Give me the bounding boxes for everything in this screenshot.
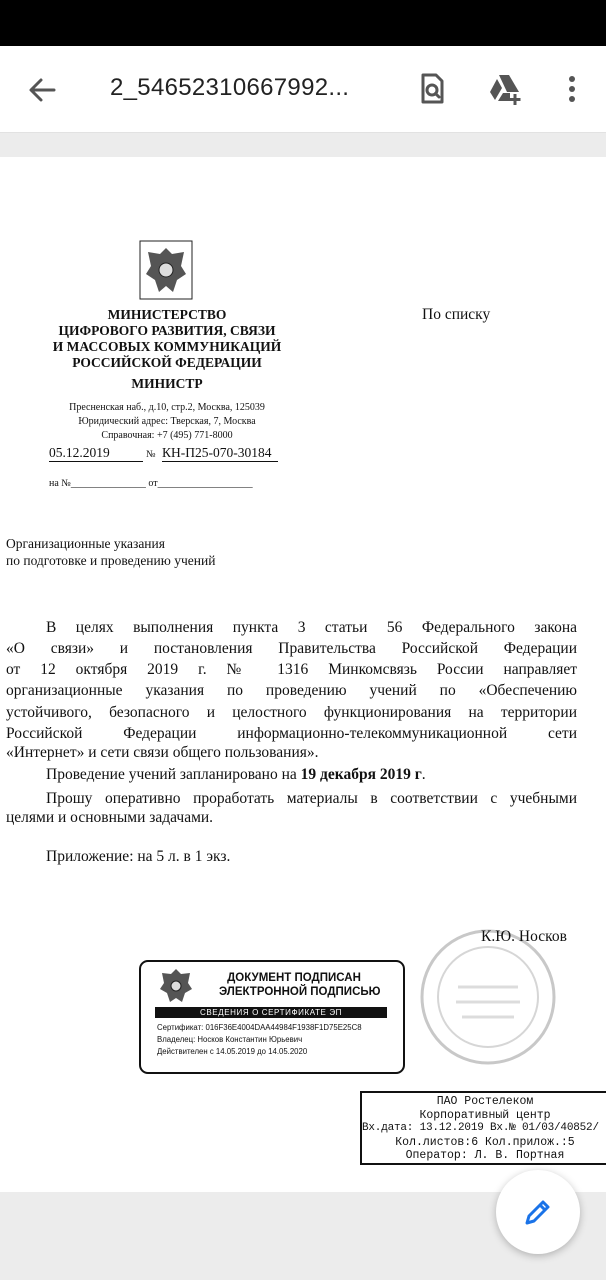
text-line: устойчивого, безопасного и целостного функционирования на территории [6, 704, 577, 721]
stamp-line: Вх.дата: 13.12.2019 Вх.№ 01/03/40852/ [362, 1122, 599, 1134]
attachment-note: Приложение: на 5 л. в 1 экз. [46, 848, 231, 865]
file-title: 2_54652310667992... [110, 74, 350, 101]
address-block [48, 401, 286, 443]
electronic-signature-box [139, 960, 405, 1074]
subject-line: по подготовке и проведению учений [6, 553, 216, 568]
signatory-name: К.Ю. Носков [481, 928, 567, 945]
stamp-line: Кол.листов:6 Кол.прилож.:5 [395, 1135, 575, 1149]
certificate-line: Сертификат: 016F36E4004DAA44984F1938F1D75E25C8 [157, 1023, 362, 1032]
viewer-background [0, 133, 606, 157]
back-arrow-icon[interactable] [26, 74, 58, 106]
stamp-line: ПАО Ростелеком [436, 1095, 534, 1108]
stamp-line: Оператор: Л. В. Портная [405, 1149, 565, 1162]
text-span: . [421, 766, 426, 783]
paragraph-2 [46, 766, 426, 784]
recipient: По списку [422, 306, 491, 323]
registration-stamp [360, 1091, 606, 1165]
signature-title-line: ЭЛЕКТРОННОЙ ПОДПИСЬЮ [219, 986, 381, 998]
subject-line: Организационные указания [6, 536, 165, 551]
add-to-drive-icon[interactable] [488, 72, 522, 106]
text-line: Прошу оперативно проработать материалы в соответствии с учебными [46, 790, 577, 807]
certificate-details [157, 1022, 362, 1058]
coat-of-arms-icon [157, 966, 195, 1006]
owner-line: Владелец: Носков Константин Юрьевич [157, 1035, 303, 1044]
text-line: «Интернет» и сети связи общего пользования». [6, 744, 319, 761]
ministry-line: ЦИФРОВОГО РАЗВИТИЯ, СВЯЗИ [58, 323, 276, 338]
text-line: целями и основными задачами. [6, 809, 214, 826]
document-number: КН-П25-070-30184 [162, 445, 278, 462]
text-line: от 12 октября 2019 г. № 1316 Минкомсвязь России направляет [6, 661, 577, 678]
pencil-icon [522, 1196, 554, 1228]
edit-button[interactable] [496, 1170, 580, 1254]
legal-address-line: Юридический адрес: Тверская, 7, Москва [78, 416, 256, 427]
text-line: Российской Федерации информационно-телекоммуникационной сети [6, 725, 577, 742]
exercise-date: 19 декабря 2019 г [300, 766, 422, 783]
seal-stamp-icon [418, 927, 558, 1067]
document-page [0, 157, 606, 1192]
app-bar [0, 46, 606, 133]
validity-line: Действителен с 14.05.2019 до 14.05.2020 [157, 1047, 308, 1056]
more-options-icon[interactable] [555, 72, 589, 106]
address-line: Пресненская наб., д.10, стр.2, Москва, 125039 [69, 402, 265, 413]
text-span: Проведение учений запланировано на [46, 766, 301, 783]
ministry-line: РОССИЙСКОЙ ФЕДЕРАЦИИ [72, 355, 262, 370]
signature-title [219, 971, 381, 999]
ministry-name [48, 307, 286, 371]
document-date: 05.12.2019 [49, 445, 143, 462]
coat-of-arms-icon [139, 240, 193, 300]
search-document-icon[interactable] [415, 72, 449, 106]
ministry-line: МИНИСТЕРСТВО [107, 307, 227, 322]
text-line: В целях выполнения пункта 3 статьи 56 Федерального закона [46, 619, 577, 636]
text-line: «О связи» и постановления Правительства Российской Федерации [6, 640, 577, 657]
phone-line: Справочная: +7 (495) 771-8000 [101, 430, 233, 441]
signature-title-line: ДОКУМЕНТ ПОДПИСАН [227, 972, 361, 984]
text-line: организационные указания по проведению учений по «Обеспечению [6, 682, 577, 699]
stamp-line: Корпоративный центр [419, 1108, 551, 1122]
ministry-line: И МАССОВЫХ КОММУНИКАЦИЙ [52, 339, 282, 354]
number-label: № [146, 449, 156, 460]
subject [6, 535, 215, 569]
minister-title: МИНИСТР [131, 376, 203, 391]
certificate-header: СВЕДЕНИЯ О СЕРТИФИКАТЕ ЭП [155, 1007, 387, 1018]
reply-reference-line: на №_______________ от___________________ [49, 478, 253, 489]
status-bar [0, 0, 606, 46]
